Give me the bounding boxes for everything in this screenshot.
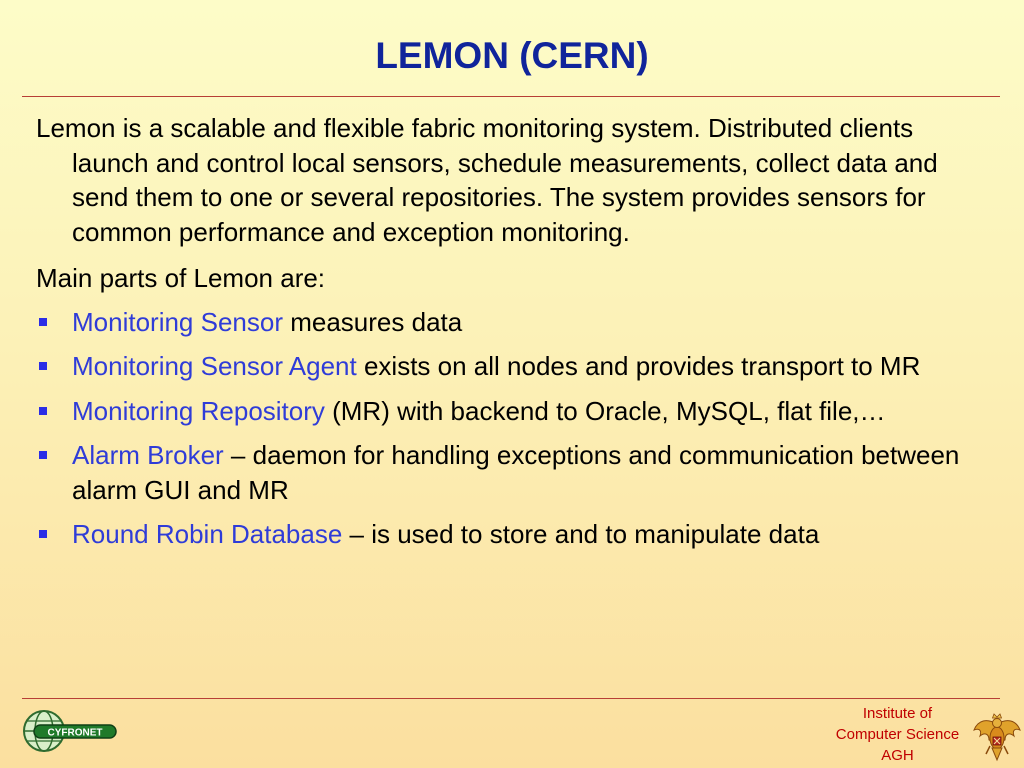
svg-text:CYFRONET: CYFRONET xyxy=(47,727,103,739)
footer-divider xyxy=(22,698,1000,699)
institute-line: AGH xyxy=(881,747,914,764)
list-item xyxy=(36,394,986,429)
institute-line: Institute of xyxy=(862,705,933,722)
square-bullet-icon xyxy=(39,318,47,326)
part-description: – is used to store and to manipulate data xyxy=(342,519,820,549)
part-term: Alarm Broker xyxy=(72,440,224,470)
list-item xyxy=(36,438,986,507)
part-term: Monitoring Sensor Agent xyxy=(72,351,357,381)
parts-list xyxy=(36,305,986,552)
square-bullet-icon xyxy=(39,362,47,370)
institute-line: Computer Science xyxy=(835,726,960,743)
slide-title: LEMON (CERN) xyxy=(375,35,649,76)
institute-label xyxy=(810,703,985,766)
part-description: measures data xyxy=(283,306,463,337)
part-term: Monitoring Repository xyxy=(72,395,325,426)
intro-paragraph: Lemon is a scalable and flexible fabric monitoring system. Distributed clients launch and control local sensors, schedule measurements, collect data and send them to one or several repositories. The system provides sensors for common performance and exception monitoring. xyxy=(36,113,938,247)
square-bullet-icon xyxy=(39,530,47,538)
part-term: Round Robin Database xyxy=(72,519,343,549)
title-divider xyxy=(22,96,1000,97)
part-description: – daemon for handling exceptions and communication between alarm GUI and MR xyxy=(72,440,960,505)
list-item xyxy=(36,349,986,384)
main-parts-heading: Main parts of Lemon are: xyxy=(36,263,326,293)
square-bullet-icon xyxy=(39,407,47,415)
slide-body xyxy=(36,111,986,562)
list-item xyxy=(36,517,986,552)
list-item xyxy=(36,305,986,340)
square-bullet-icon xyxy=(39,451,47,459)
cyfronet-logo-icon xyxy=(20,706,120,756)
part-term: Monitoring Sensor xyxy=(72,306,283,337)
part-description: exists on all nodes and provides transport to MR xyxy=(356,351,921,381)
agh-eagle-emblem-icon xyxy=(972,710,1022,764)
part-description: (MR) with backend to Oracle, MySQL, flat file,… xyxy=(324,395,886,426)
